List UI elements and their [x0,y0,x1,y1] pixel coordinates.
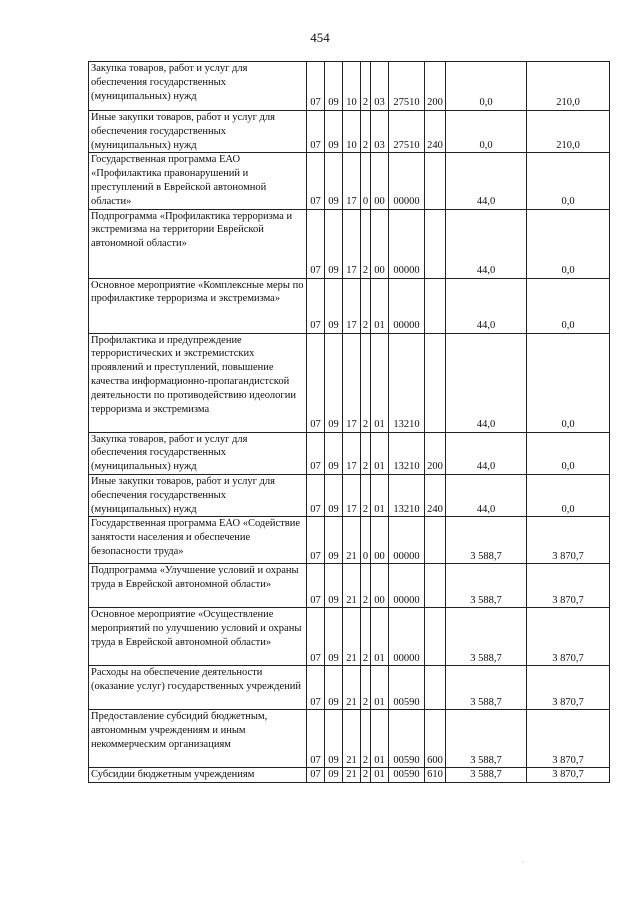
subprogram-code: 2 [361,666,371,710]
amount-year1: 44,0 [446,432,527,474]
expense-type-code [425,153,446,209]
table-row [89,209,610,278]
subsection-code: 09 [325,333,343,432]
table-row [89,474,610,516]
expense-type-code: 240 [425,474,446,516]
row-name: Основное мероприятие «Осуществление мероприятий по улучшению условий и охраны труда в Еврейской автономной области» [89,608,307,666]
expense-type-code: 240 [425,111,446,153]
event-code: 01 [371,278,389,333]
program-code: 17 [343,209,361,278]
amount-year2: 210,0 [527,62,610,111]
program-code: 10 [343,111,361,153]
table-row [89,111,610,153]
expense-type-code [425,209,446,278]
row-name: Закупка товаров, работ и услуг для обеспечения государственных (муниципальных) нужд [89,62,307,111]
direction-code: 00590 [389,710,425,768]
program-code: 17 [343,278,361,333]
section-code: 07 [307,209,325,278]
table-row [89,564,610,608]
amount-year1: 44,0 [446,333,527,432]
section-code: 07 [307,666,325,710]
subprogram-code: 2 [361,564,371,608]
table-row [89,666,610,710]
event-code: 01 [371,710,389,768]
event-code: 01 [371,432,389,474]
amount-year1: 3 588,7 [446,564,527,608]
amount-year1: 44,0 [446,153,527,209]
table-row [89,608,610,666]
subprogram-code: 2 [361,278,371,333]
amount-year2: 0,0 [527,432,610,474]
program-code: 17 [343,333,361,432]
subprogram-code: 0 [361,517,371,564]
section-code: 07 [307,333,325,432]
direction-code: 00000 [389,278,425,333]
section-code: 07 [307,474,325,516]
subprogram-code: 2 [361,62,371,111]
amount-year2: 0,0 [527,153,610,209]
budget-table [88,61,610,783]
direction-code: 13210 [389,333,425,432]
event-code: 01 [371,608,389,666]
section-code: 07 [307,111,325,153]
row-name: Государственная программа ЕАО «Содействие занятости населения и обеспечение безопасности труда» [89,517,307,564]
subsection-code: 09 [325,432,343,474]
table-row [89,153,610,209]
direction-code: 13210 [389,432,425,474]
amount-year2: 3 870,7 [527,517,610,564]
row-name: Расходы на обеспечение деятельности (оказание услуг) государственных учреждений [89,666,307,710]
page-number: 454 [310,30,330,45]
table-row [89,517,610,564]
program-code: 21 [343,517,361,564]
direction-code: 00000 [389,608,425,666]
event-code: 03 [371,111,389,153]
amount-year2: 0,0 [527,278,610,333]
table-row [89,333,610,432]
direction-code: 13210 [389,474,425,516]
event-code: 00 [371,153,389,209]
direction-code: 00590 [389,666,425,710]
subprogram-code: 0 [361,153,371,209]
program-code: 21 [343,768,361,783]
amount-year1: 0,0 [446,62,527,111]
event-code: 01 [371,333,389,432]
program-code: 21 [343,710,361,768]
row-name: Иные закупки товаров, работ и услуг для обеспечения государственных (муниципальных) нужд [89,474,307,516]
direction-code: 27510 [389,111,425,153]
subsection-code: 09 [325,608,343,666]
expense-type-code [425,564,446,608]
amount-year2: 0,0 [527,474,610,516]
program-code: 17 [343,474,361,516]
subsection-code: 09 [325,710,343,768]
row-name: Государственная программа ЕАО «Профилактика правонарушений и преступлений в Еврейской автономной области» [89,153,307,209]
direction-code: 00000 [389,209,425,278]
subprogram-code: 2 [361,608,371,666]
section-code: 07 [307,153,325,209]
amount-year1: 3 588,7 [446,710,527,768]
row-name: Профилактика и предупреждение террористических и экстремистских проявлений и преступлений, повышение качества информационно-пропагандистской деятельности по противодействию идеологии терроризма и экстремизма [89,333,307,432]
section-code: 07 [307,62,325,111]
program-code: 21 [343,564,361,608]
direction-code: 00590 [389,768,425,783]
row-name: Иные закупки товаров, работ и услуг для обеспечения государственных (муниципальных) нужд [89,111,307,153]
amount-year2: 0,0 [527,209,610,278]
amount-year2: 210,0 [527,111,610,153]
amount-year1: 3 588,7 [446,608,527,666]
section-code: 07 [307,768,325,783]
amount-year1: 44,0 [446,209,527,278]
subprogram-code: 2 [361,432,371,474]
amount-year2: 3 870,7 [527,608,610,666]
section-code: 07 [307,432,325,474]
section-code: 07 [307,710,325,768]
row-name: Закупка товаров, работ и услуг для обеспечения государственных (муниципальных) нужд [89,432,307,474]
expense-type-code [425,278,446,333]
amount-year1: 44,0 [446,278,527,333]
program-code: 17 [343,153,361,209]
row-name: Подпрограмма «Профилактика терроризма и экстремизма на территории Еврейской автономной области» [89,209,307,278]
direction-code: 27510 [389,62,425,111]
row-name: Предоставление субсидий бюджетным, автономным учреждениям и иным некоммерческим организациям [89,710,307,768]
amount-year1: 0,0 [446,111,527,153]
table-row [89,278,610,333]
program-code: 10 [343,62,361,111]
scan-mark: · [522,860,524,866]
table-row [89,432,610,474]
subsection-code: 09 [325,62,343,111]
subsection-code: 09 [325,209,343,278]
direction-code: 00000 [389,564,425,608]
subsection-code: 09 [325,153,343,209]
subprogram-code: 2 [361,111,371,153]
event-code: 01 [371,474,389,516]
expense-type-code [425,666,446,710]
expense-type-code: 200 [425,432,446,474]
section-code: 07 [307,608,325,666]
event-code: 00 [371,517,389,564]
section-code: 07 [307,278,325,333]
program-code: 21 [343,666,361,710]
direction-code: 00000 [389,153,425,209]
table-row [89,62,610,111]
expense-type-code: 600 [425,710,446,768]
subsection-code: 09 [325,564,343,608]
amount-year2: 3 870,7 [527,768,610,783]
expense-type-code: 200 [425,62,446,111]
amount-year2: 3 870,7 [527,564,610,608]
program-code: 21 [343,608,361,666]
subsection-code: 09 [325,768,343,783]
subsection-code: 09 [325,111,343,153]
row-name: Субсидии бюджетным учреждениям [89,768,307,783]
direction-code: 00000 [389,517,425,564]
subprogram-code: 2 [361,209,371,278]
amount-year1: 3 588,7 [446,666,527,710]
expense-type-code [425,517,446,564]
subsection-code: 09 [325,474,343,516]
event-code: 01 [371,768,389,783]
row-name: Основное мероприятие «Комплексные меры по профилактике терроризма и экстремизма» [89,278,307,333]
expense-type-code [425,333,446,432]
expense-type-code [425,608,446,666]
expense-type-code: 610 [425,768,446,783]
amount-year2: 3 870,7 [527,666,610,710]
row-name: Подпрограмма «Улучшение условий и охраны труда в Еврейской автономной области» [89,564,307,608]
subprogram-code: 2 [361,333,371,432]
event-code: 00 [371,209,389,278]
subprogram-code: 2 [361,710,371,768]
program-code: 17 [343,432,361,474]
event-code: 00 [371,564,389,608]
subsection-code: 09 [325,278,343,333]
subprogram-code: 2 [361,768,371,783]
subprogram-code: 2 [361,474,371,516]
amount-year2: 0,0 [527,333,610,432]
subsection-code: 09 [325,517,343,564]
subsection-code: 09 [325,666,343,710]
amount-year1: 44,0 [446,474,527,516]
amount-year2: 3 870,7 [527,710,610,768]
section-code: 07 [307,564,325,608]
table-row [89,768,610,783]
amount-year1: 3 588,7 [446,517,527,564]
amount-year1: 3 588,7 [446,768,527,783]
table-row [89,710,610,768]
event-code: 01 [371,666,389,710]
section-code: 07 [307,517,325,564]
event-code: 03 [371,62,389,111]
